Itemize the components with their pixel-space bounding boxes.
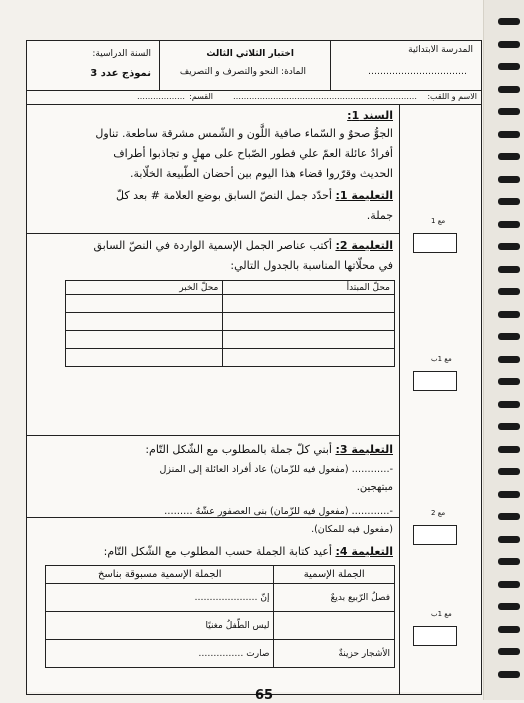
task1-heading: التعليمة 1: <box>335 189 393 202</box>
spiral-ring <box>498 41 520 48</box>
name-bar <box>26 91 482 105</box>
score-label: مع 1 <box>431 217 446 225</box>
task4-table <box>45 565 395 668</box>
score-column-divider <box>399 105 400 694</box>
subject-label: المادة: النحو والتصرف و التصريف <box>179 67 306 77</box>
spiral-ring <box>498 311 520 318</box>
class-label: القسم: <box>189 92 213 101</box>
spiral-ring <box>498 626 520 633</box>
answer-cell[interactable] <box>223 349 395 367</box>
task3-item-continuation: مبتهجين. <box>356 482 393 493</box>
spiral-ring <box>498 198 520 205</box>
task2-heading: التعليمة 2: <box>335 239 393 252</box>
notebook-spiral-binding <box>483 0 524 700</box>
task3-item-continuation: (مفعول فيه للمكان). <box>311 524 393 535</box>
spiral-ring <box>498 581 520 588</box>
passage-heading: السند 1: <box>347 109 393 122</box>
task3-item: -………… (مفعول فيه للزّمان) عاد أفراد العائلة إلى المنزل <box>159 464 393 475</box>
spiral-ring <box>498 243 520 250</box>
col-mubtada-header: محلّ المبتدأ <box>223 281 395 295</box>
spiral-ring <box>498 513 520 520</box>
task4-heading: التعليمة 4: <box>335 545 393 558</box>
col-ismiya-header: الجملة الإسمية <box>274 566 395 584</box>
school-name-field[interactable]: …………………………… <box>368 67 467 77</box>
task3-item: -………… (مفعول فيه للزّمان) بنى العصفور عشّهُ ……… <box>164 506 393 517</box>
spiral-ring <box>498 491 520 498</box>
answer-cell[interactable] <box>66 331 223 349</box>
spiral-ring <box>498 536 520 543</box>
spiral-ring <box>498 221 520 228</box>
spiral-ring <box>498 18 520 25</box>
spiral-ring <box>498 468 520 475</box>
spiral-ring <box>498 266 520 273</box>
exam-title: اختبار الثلاثي الثالث <box>206 49 294 59</box>
spiral-ring <box>498 378 520 385</box>
col-khabar-header: محلّ الخبر <box>66 281 223 295</box>
exam-sheet <box>26 40 482 692</box>
answer-cell[interactable] <box>223 331 395 349</box>
spiral-ring <box>498 648 520 655</box>
score-box[interactable] <box>413 371 457 391</box>
spiral-ring <box>498 423 520 430</box>
score-label: مع 1ب <box>431 355 452 363</box>
class-field[interactable]: ……………… <box>137 92 185 101</box>
nasikh-cell[interactable]: إنّ ………………… <box>46 584 274 612</box>
school-year-label: السنة الدراسية: <box>92 49 151 59</box>
task1-continuation: جملة. <box>366 209 393 222</box>
exam-body <box>26 105 482 695</box>
passage-line: الجوُّ صحوٌ و السّماء صافية اللَّون و الشّمس مشرقة ساطعة. تناول <box>95 127 393 140</box>
nasikh-cell: ليس الطّفلُ مغنيًا <box>46 612 274 640</box>
name-field[interactable]: …………………………………………………………… <box>233 92 417 101</box>
exam-header <box>26 40 482 91</box>
spiral-ring <box>498 108 520 115</box>
ismiya-cell[interactable] <box>274 612 395 640</box>
spiral-ring <box>498 558 520 565</box>
score-box[interactable] <box>413 626 457 646</box>
task4-text: أعيد كتابة الجملة حسب المطلوب مع الشّكل التّام: <box>103 545 332 558</box>
name-label: الاسم و اللقب: <box>427 92 477 101</box>
spiral-ring <box>498 356 520 363</box>
questions-area <box>27 105 399 694</box>
spiral-ring <box>498 401 520 408</box>
ismiya-cell: الأشجار حزينةٌ <box>274 640 395 668</box>
spiral-ring <box>498 153 520 160</box>
answer-cell[interactable] <box>66 349 223 367</box>
school-cell <box>330 41 481 90</box>
task2-text: أكتب عناصر الجمل الإسمية الواردة في النصّ السابق <box>93 239 332 252</box>
score-box[interactable] <box>413 233 457 253</box>
score-label: مع 1ب <box>431 610 452 618</box>
answer-cell[interactable] <box>66 313 223 331</box>
answer-cell[interactable] <box>223 295 395 313</box>
score-box[interactable] <box>413 525 457 545</box>
task2-table <box>65 280 395 367</box>
task3-text: أبني كلّ جملة بالمطلوب مع الشّكل التّام: <box>145 443 332 456</box>
spiral-ring <box>498 131 520 138</box>
ismiya-cell: فصلُ الرّبيع بديعٌ <box>274 584 395 612</box>
passage-line: أفرادُ عائلة العمّ علي فطور الصّباح على مهلٍ و تجاذبوا أطراف <box>113 147 393 160</box>
task2-continuation: في محلّاتها المناسبة بالجدول التالي: <box>230 259 393 272</box>
year-cell <box>27 41 159 90</box>
task3-heading: التعليمة 3: <box>335 443 393 456</box>
spiral-ring <box>498 671 520 678</box>
answer-cell[interactable] <box>66 295 223 313</box>
page-number: 65 <box>255 688 274 703</box>
spiral-ring <box>498 86 520 93</box>
nasikh-cell[interactable]: صارت …………… <box>46 640 274 668</box>
passage-line: الحديث وقرّروا قضاء هذا اليوم بين أحضان الطّبيعة الخلّابة. <box>130 167 393 180</box>
model-number: نموذج عدد 3 <box>90 68 151 79</box>
score-label: مع 2 <box>431 509 446 517</box>
school-label: المدرسة الابتدائية <box>408 45 473 55</box>
spiral-ring <box>498 603 520 610</box>
answer-cell[interactable] <box>223 313 395 331</box>
col-nasikh-header: الجملة الإسمية مسبوقة بناسخ <box>46 566 274 584</box>
exam-cell <box>159 41 330 90</box>
task1-text: أحدّد جمل النصّ السابق بوضع العلامة # بعد كلّ <box>116 189 332 202</box>
spiral-ring <box>498 333 520 340</box>
spiral-ring <box>498 288 520 295</box>
spiral-ring <box>498 176 520 183</box>
spiral-ring <box>498 446 520 453</box>
spiral-ring <box>498 63 520 70</box>
